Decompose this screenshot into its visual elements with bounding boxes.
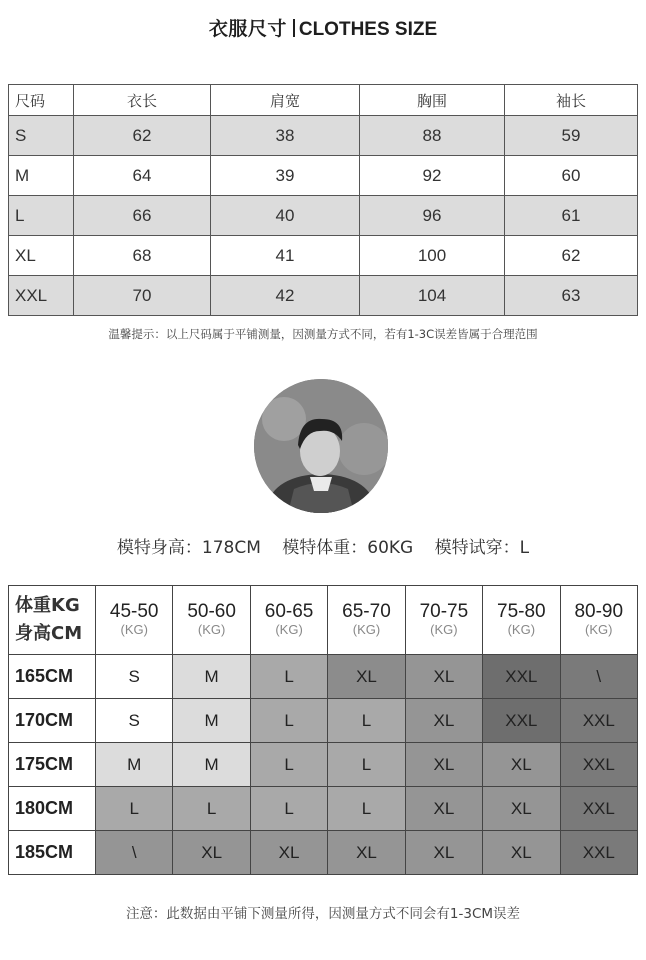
page-title [0,14,646,41]
weight-range: 45-50 [109,601,159,622]
weight-unit: (KG) [585,622,613,637]
header-size: 尺码 [9,85,74,116]
header-shoulder: 肩宽 [211,85,360,116]
measure-cell: 42 [211,276,360,316]
measure-cell: 62 [505,236,638,276]
size-row [9,116,638,156]
recommended-size-cell: XL [405,655,482,699]
size-cell: XL [9,236,74,276]
recommended-size-cell: M [173,743,250,787]
recommended-size-cell: XL [483,787,560,831]
height-cell: 185CM [9,831,96,875]
height-row [9,699,638,743]
size-row [9,196,638,236]
size-table-header [9,85,638,116]
model-size: 模特试穿：L [434,538,530,558]
height-cell: 180CM [9,787,96,831]
recommended-size-cell: XL [328,831,405,875]
size-cell: XXL [9,276,74,316]
recommended-size-cell: L [173,787,250,831]
weight-range: 75-80 [497,601,546,622]
measure-cell: 63 [505,276,638,316]
wh-table-header [9,586,638,655]
measure-cell: 59 [505,116,638,156]
weight-range-header [560,586,637,655]
weight-unit: (KG) [430,622,458,637]
weight-range: 65-70 [342,601,391,622]
recommended-size-cell: S [96,699,173,743]
height-row [9,655,638,699]
height-row [9,831,638,875]
size-row [9,236,638,276]
recommended-size-cell: XL [250,831,327,875]
measurement-note: 温馨提示：以上尺码属于平铺测量，因测量方式不同，若有1-3C误差皆属于合理范围 [108,327,538,341]
measure-cell: 62 [74,116,211,156]
weight-range: 80-90 [574,601,624,622]
recommended-size-cell: M [96,743,173,787]
weight-range: 50-60 [187,601,236,622]
recommended-size-cell: XL [483,743,560,787]
corner-cell [9,586,96,655]
measure-cell: 104 [360,276,505,316]
weight-unit: (KG) [197,622,226,637]
recommended-size-cell: L [96,787,173,831]
recommended-size-cell: XL [483,831,560,875]
recommended-size-cell: XXL [560,787,637,831]
recommended-size-cell: \ [96,831,173,875]
recommended-size-cell: L [250,743,327,787]
height-cell: 165CM [9,655,96,699]
recommended-size-cell: XXL [560,831,637,875]
measure-cell: 92 [360,156,505,196]
recommended-size-cell: XXL [483,655,560,699]
weight-range-header [328,586,405,655]
height-label: 身高CM [15,623,83,644]
measure-cell: 38 [211,116,360,156]
title-cn: 衣服尺寸 [208,18,287,40]
height-row [9,787,638,831]
measure-cell: 66 [74,196,211,236]
recommended-size-cell: XL [405,699,482,743]
size-cell: S [9,116,74,156]
bottom-note: 注意：此数据由平铺下测量所得，因测量方式不同会有1-3CM误差 [125,906,521,922]
measure-cell: 100 [360,236,505,276]
header-length: 衣长 [74,85,211,116]
recommended-size-cell: S [96,655,173,699]
weight-unit: (KG) [120,622,148,637]
height-cell: 170CM [9,699,96,743]
weight-label: 体重KG [15,595,80,616]
measure-cell: 64 [74,156,211,196]
weight-unit: (KG) [275,622,303,637]
size-cell: L [9,196,74,236]
model-avatar [254,379,388,513]
recommended-size-cell: M [173,655,250,699]
weight-range-header [173,586,250,655]
measure-cell: 41 [211,236,360,276]
size-table [8,84,638,316]
recommended-size-cell: \ [560,655,637,699]
size-row [9,276,638,316]
model-height: 模特身高：178CM [116,538,261,558]
weight-range-header [250,586,327,655]
weight-range-header [405,586,482,655]
weight-unit: (KG) [352,622,381,637]
weight-unit: (KG) [507,622,536,637]
title-en: CLOTHES SIZE [298,19,438,40]
weight-range: 60-65 [264,601,314,622]
recommended-size-cell: XXL [560,743,637,787]
weight-height-table [8,585,638,875]
measure-cell: 60 [505,156,638,196]
title-divider [293,19,295,37]
recommended-size-cell: L [328,699,405,743]
measure-cell: 61 [505,196,638,236]
recommended-size-cell: L [250,655,327,699]
size-cell: M [9,156,74,196]
weight-range-header [96,586,173,655]
recommended-size-cell: L [328,787,405,831]
recommended-size-cell: XXL [560,699,637,743]
measure-cell: 40 [211,196,360,236]
recommended-size-cell: L [250,787,327,831]
model-weight: 模特体重：60KG [282,538,414,558]
recommended-size-cell: XXL [483,699,560,743]
height-row [9,743,638,787]
measure-cell: 39 [211,156,360,196]
header-chest: 胸围 [360,85,505,116]
recommended-size-cell: XL [173,831,250,875]
weight-range: 70-75 [419,601,469,622]
weight-range-header [483,586,560,655]
size-row [9,156,638,196]
recommended-size-cell: XL [405,831,482,875]
header-sleeve: 袖长 [505,85,638,116]
measure-cell: 88 [360,116,505,156]
measure-cell: 68 [74,236,211,276]
recommended-size-cell: L [328,743,405,787]
measure-cell: 70 [74,276,211,316]
recommended-size-cell: L [250,699,327,743]
recommended-size-cell: XL [328,655,405,699]
height-cell: 175CM [9,743,96,787]
recommended-size-cell: M [173,699,250,743]
recommended-size-cell: XL [405,743,482,787]
model-info [0,533,646,558]
recommended-size-cell: XL [405,787,482,831]
measure-cell: 96 [360,196,505,236]
